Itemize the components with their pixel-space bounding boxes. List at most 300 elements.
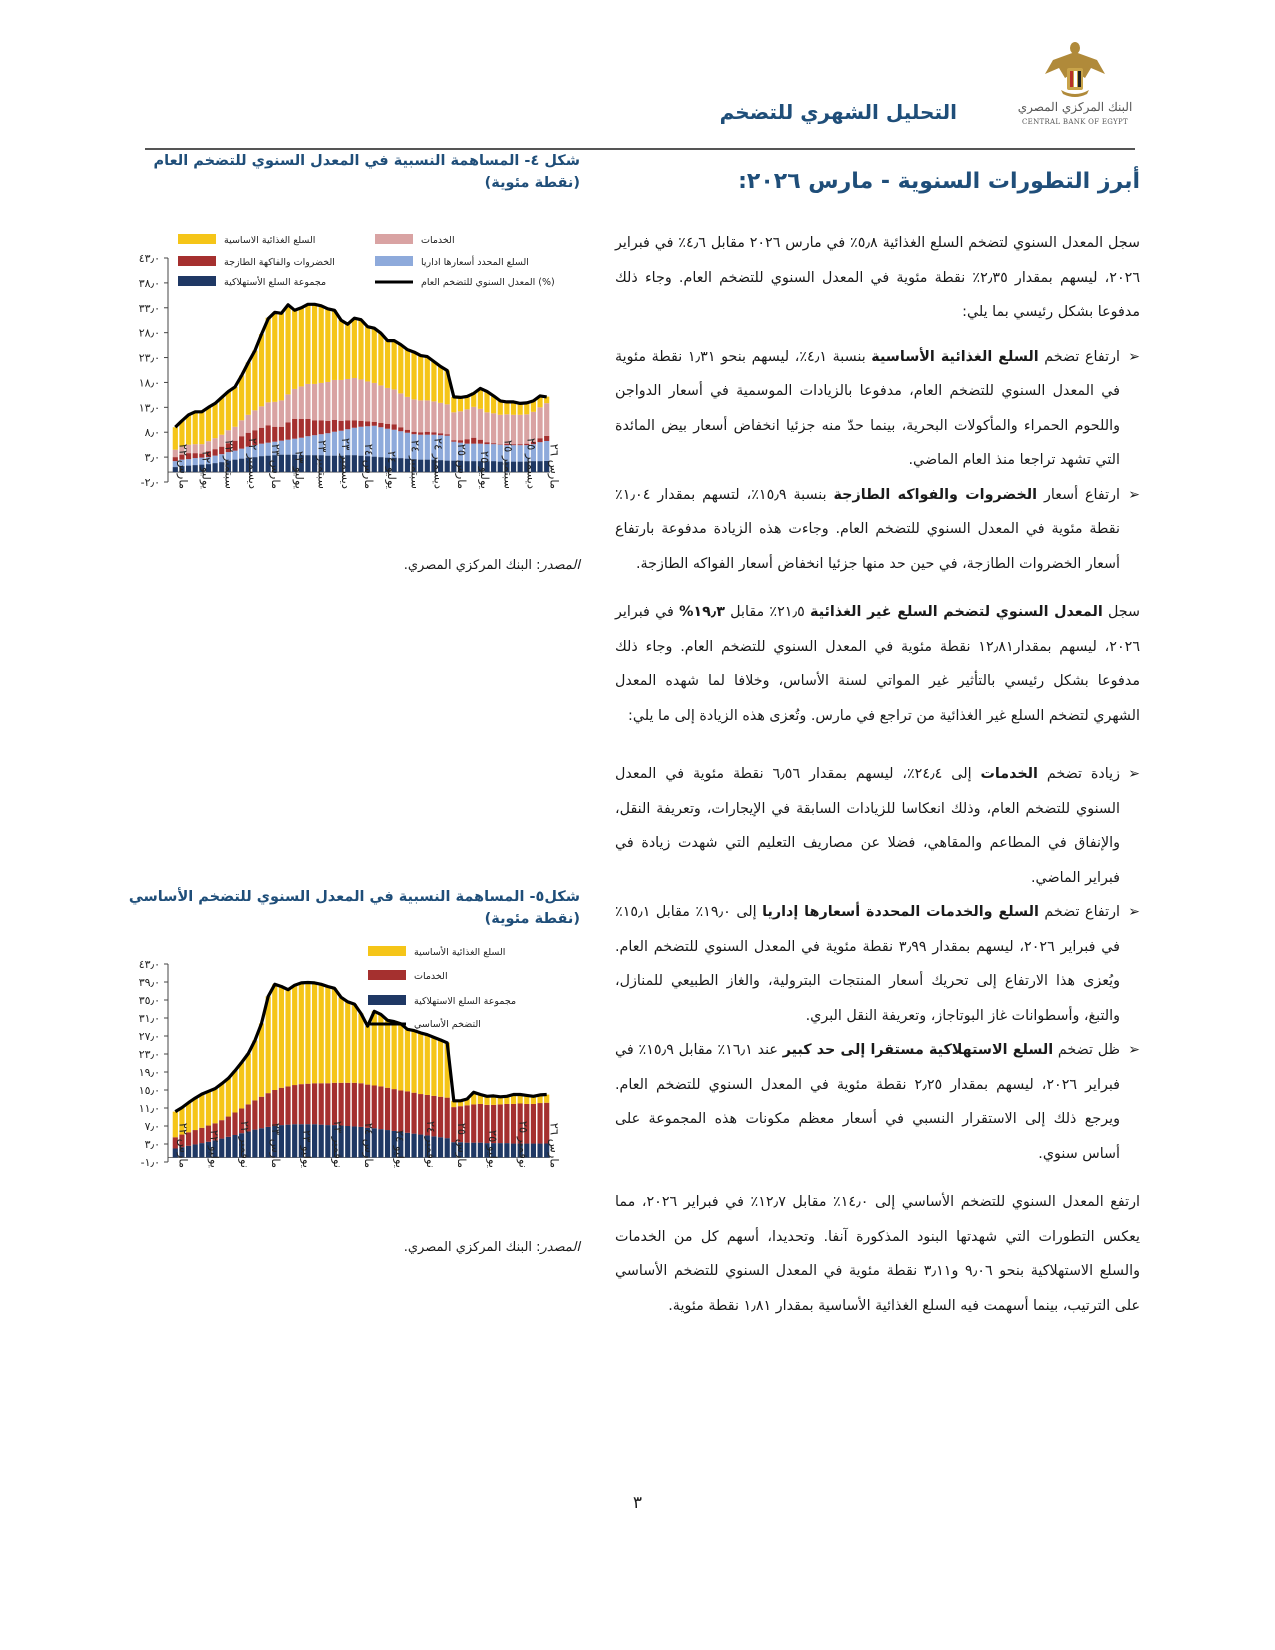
bar-segment <box>518 462 523 472</box>
bank-name-arabic: البنك المركزي المصري <box>1017 100 1133 114</box>
bar-segment <box>385 424 390 429</box>
bar-segment <box>206 441 211 451</box>
bar-segment <box>418 432 423 434</box>
arrow-bullet-icon: ➢ <box>1128 486 1140 503</box>
bar-segment <box>378 1086 383 1129</box>
x-tick-label: نوفمبر ٢٤ <box>423 1120 438 1168</box>
bar-segment <box>385 388 390 424</box>
bar-segment <box>365 327 370 382</box>
x-tick-label: نوفمبر ٢٣ <box>331 1120 346 1168</box>
bar-segment <box>272 312 277 402</box>
bar-segment <box>193 458 198 465</box>
bar-segment <box>425 435 430 460</box>
bar-segment <box>259 1097 264 1129</box>
bar-segment <box>312 304 317 384</box>
bar-segment <box>232 1071 237 1113</box>
bar-segment <box>272 427 277 442</box>
bar-segment <box>445 1138 450 1157</box>
bar-segment <box>378 385 383 422</box>
x-tick-label: يوليو ٢٤ <box>385 450 400 489</box>
y-tick-label: ٣٫٠ <box>144 1138 160 1151</box>
bar-segment <box>339 1083 344 1126</box>
bar-segment <box>372 383 377 422</box>
y-tick-label: -١٫٠ <box>140 1156 160 1169</box>
x-tick-label: يوليو ٢٢ <box>199 450 214 489</box>
bar-segment <box>378 457 383 472</box>
bar-segment <box>299 308 304 387</box>
bar-segment <box>285 990 290 1087</box>
bar-segment <box>365 1026 370 1085</box>
bar-segment <box>193 1130 198 1144</box>
y-tick-label: ٨٫٠ <box>144 426 160 440</box>
y-tick-label: -٢٫٠ <box>140 476 160 489</box>
bar-segment <box>504 1104 509 1143</box>
bar-segment <box>504 1143 509 1157</box>
bar-segment <box>484 412 489 442</box>
legend-swatch <box>178 234 216 244</box>
bar-segment <box>405 350 410 397</box>
bar-segment <box>398 1024 403 1091</box>
bar-segment <box>352 378 357 420</box>
figure-5-unit: (نقطة مئوية) <box>484 911 580 927</box>
bar-segment <box>279 427 284 441</box>
x-tick-label: يوليو ٢٥ <box>478 450 493 489</box>
bar-segment <box>285 307 290 394</box>
bar-segment <box>491 443 496 444</box>
bar-segment <box>199 1143 204 1157</box>
bar-segment <box>458 440 463 442</box>
x-tick-label: مارس ٢٥ <box>454 443 469 489</box>
bar-segment <box>471 438 476 444</box>
bar-segment <box>378 423 383 427</box>
bar-segment <box>279 1088 284 1125</box>
bar-segment <box>319 420 324 434</box>
bar-segment <box>411 432 416 434</box>
y-tick-label: ٤٣٫٠ <box>138 958 160 971</box>
bar-segment <box>239 436 244 448</box>
bar-segment <box>438 367 443 403</box>
bar-segment <box>372 328 377 383</box>
bar-segment <box>305 982 310 1083</box>
bar-segment <box>339 997 344 1083</box>
x-tick-label: مارس ٢٦ <box>547 443 562 489</box>
arrow-bullet-icon: ➢ <box>1128 766 1140 782</box>
bar-segment <box>445 434 450 435</box>
y-tick-label: ٣٨٫٠ <box>138 276 160 290</box>
bar-segment <box>345 1083 350 1126</box>
bar-segment <box>252 410 257 430</box>
bar-segment <box>193 1144 198 1157</box>
bar-segment <box>392 389 397 424</box>
y-tick-label: ١٣٫٠ <box>138 401 160 415</box>
bar-segment <box>345 420 350 429</box>
bar-segment <box>226 1137 231 1158</box>
bar-segment <box>411 399 416 431</box>
bar-segment <box>312 384 317 420</box>
bar-segment <box>232 1135 237 1158</box>
bar-segment <box>206 407 211 441</box>
bar-segment <box>478 1143 483 1158</box>
legend-label: السلع الغذائية الأساسية <box>414 947 506 958</box>
bar-segment <box>285 1086 290 1124</box>
x-tick-label: مارس ٢٥ <box>454 1122 469 1168</box>
bar-segment <box>266 402 271 425</box>
bar-segment <box>285 440 290 455</box>
bar-segment <box>226 1078 231 1116</box>
legend-swatch <box>368 995 406 1005</box>
bar-segment <box>339 320 344 380</box>
bar-segment <box>285 455 290 472</box>
legend-swatch <box>178 276 216 286</box>
x-tick-label: نوفمبر ٢٢ <box>238 1120 253 1168</box>
bar-segment <box>431 1037 436 1096</box>
bar-segment <box>405 397 410 430</box>
bar-segment <box>252 351 257 411</box>
bar-segment <box>471 444 476 461</box>
bar-segment <box>518 445 523 461</box>
x-tick-label: مارس ٢٢ <box>176 1122 191 1168</box>
bar-segment <box>385 1020 390 1088</box>
bar-segment <box>411 1134 416 1158</box>
bank-name-english: CENTRAL BANK OF EGYPT <box>1022 118 1128 126</box>
bar-segment <box>266 425 271 442</box>
bar-segment <box>398 393 403 427</box>
bar-segment <box>518 415 523 444</box>
legend-label: السلع الغذائية الاساسية <box>224 235 316 246</box>
bar-segment <box>259 406 264 427</box>
bar-segment <box>431 432 436 434</box>
bar-segment <box>365 381 370 421</box>
bar-segment <box>292 389 297 419</box>
page-number: ٣ <box>632 1493 643 1513</box>
x-tick-label: سبتمبر ٢٢ <box>222 439 237 489</box>
bar-segment <box>199 1094 204 1128</box>
legend-label: الخدمات <box>414 971 448 982</box>
y-tick-label: ٢٧٫٠ <box>138 1030 160 1043</box>
bar-segment <box>332 310 337 380</box>
bar-segment <box>451 412 456 440</box>
bar-segment <box>305 304 310 384</box>
bar-segment <box>193 412 198 444</box>
bar-segment <box>193 453 198 458</box>
bar-segment <box>199 1128 204 1143</box>
bar-segment <box>352 318 357 378</box>
bar-segment <box>325 987 330 1084</box>
bar-segment <box>292 985 297 1085</box>
bullet-regulated-items: ➢ ارتفاع تضخم السلع والخدمات المحددة أسعارها إداريا إلى ١٩٫٠٪ مقابل ١٥٫١٪ في فبراير ٢٠٢٦، ليسهم بمقدار ٣٫٩٩ نقطة مئوية في المعدل السنوي للتضخم العام. ويُعزى هذا الارتفاع إلى تحريك أسعار المنتجات البترولية، والغاز الطبيعي للمنازل، والتبغ، وأسطوانات غاز البوتاجاز، وتعريفة النقل البري. <box>615 895 1140 1033</box>
bar-segment <box>332 1083 337 1125</box>
bullet-services: ➢ زيادة تضخم الخدمات إلى ٢٤٫٤٪، ليسهم بمقدار ٦٫٥٦ نقطة مئوية في المعدل السنوي للتضخم العام، وذلك انعكاسا للزيادات السابقة في الإيجارات، وتعريفة النقل، والإنفاق في المطاعم والمقاهي، فضلا عن مصاريف التعليم التي شهدت زيادة في فبراير الماضي. <box>615 757 1140 895</box>
bar-segment <box>398 345 403 394</box>
bar-segment <box>378 427 383 457</box>
bar-segment <box>458 411 463 440</box>
bar-segment <box>392 1089 397 1131</box>
bar-segment <box>279 987 284 1088</box>
legend-label: الخضروات والفاكهة الطازجة <box>224 257 335 268</box>
bar-segment <box>405 430 410 433</box>
x-tick-label: يوليو ٢٥ <box>485 1129 500 1168</box>
bar-segment <box>206 1091 211 1125</box>
bar-segment <box>471 461 476 472</box>
bar-segment <box>544 403 549 436</box>
figure-5-source: المصدر: البنك المركزي المصري. <box>403 1240 580 1255</box>
bar-segment <box>345 379 350 420</box>
x-tick-label: يوليو ٢٢ <box>207 1129 222 1168</box>
bar-segment <box>425 432 430 435</box>
bar-segment <box>246 363 251 415</box>
bar-segment <box>339 380 344 421</box>
y-tick-label: ١٥٫٠ <box>138 1084 160 1097</box>
bar-segment <box>246 415 251 433</box>
bar-segment <box>411 1093 416 1134</box>
bar-segment <box>285 422 290 439</box>
bar-segment <box>372 422 377 426</box>
bar-segment <box>199 412 204 444</box>
legend-swatch <box>368 946 406 956</box>
bar-segment <box>259 1128 264 1157</box>
y-tick-label: ٢٣٫٠ <box>138 351 160 365</box>
figure-4-title: شكل ٤- المساهمة النسبية في المعدل السنوي للتضخم العام (نقطة مئوية) <box>154 150 581 194</box>
bar-segment <box>305 419 310 436</box>
y-tick-label: ١١٫٠ <box>138 1102 160 1115</box>
bar-segment <box>332 420 337 432</box>
bar-segment <box>385 1088 390 1130</box>
bar-segment <box>319 1083 324 1124</box>
bar-segment <box>425 1035 430 1095</box>
paragraph-food-inflation: سجل المعدل السنوي لتضخم السلع الغذائية ٥٫٨٪ في مارس ٢٠٢٦ مقابل ٤٫٦٪ في فبراير ٢٠٢٦، ليسهم بمقدار ٢٫٣٥٪ نقطة مئوية في المعدل السنوي للتضخم العام. وجاء ذلك مدفوعا بشكل رئيسي بما يلي: <box>615 235 1140 320</box>
legend-label: مجموعة السلع الأستهلاكية <box>224 277 327 288</box>
bar-segment <box>319 383 324 420</box>
bar-segment <box>458 397 463 411</box>
bar-segment <box>518 444 523 445</box>
x-tick-label: ديسمبر ٢٥ <box>524 437 539 489</box>
x-tick-label: مارس ٢٤ <box>362 443 376 489</box>
x-tick-label: يوليو ٢٣ <box>292 450 307 489</box>
y-tick-label: ٣١٫٠ <box>138 1012 160 1025</box>
bar-segment <box>239 1063 244 1109</box>
bar-segment <box>213 438 218 449</box>
report-title: التحليل الشهري للتضخم <box>719 100 957 124</box>
figure-4-chart <box>120 224 580 564</box>
figure-4-source: المصدر: البنك المركزي المصري. <box>403 558 580 573</box>
bar-segment <box>372 1011 377 1085</box>
bar-segment <box>438 403 443 433</box>
legend-label: السلع المحدد أسعارها اداريا <box>421 257 529 268</box>
bar-segment <box>193 465 198 472</box>
legend-swatch <box>368 970 406 980</box>
bar-segment <box>252 1041 257 1101</box>
bar-segment <box>299 419 304 438</box>
bar-segment <box>411 352 416 399</box>
bar-segment <box>471 407 476 438</box>
bar-segment <box>537 1103 542 1144</box>
bar-segment <box>292 1124 297 1157</box>
bar-segment <box>465 396 470 409</box>
bar-segment <box>246 1054 251 1105</box>
bar-segment <box>378 1129 383 1157</box>
bar-segment <box>226 1117 231 1137</box>
bar-segment <box>358 421 363 427</box>
bar-segment <box>266 996 271 1093</box>
y-tick-label: ٢٨٫٠ <box>138 326 160 340</box>
arrow-bullet-icon: ➢ <box>1128 348 1140 365</box>
bar-segment <box>398 427 403 431</box>
bar-segment <box>332 432 337 456</box>
bar-segment <box>438 1040 443 1097</box>
bar-segment <box>385 341 390 388</box>
bar-segment <box>239 449 244 459</box>
x-tick-label: مارس ٢٣ <box>269 1122 284 1168</box>
legend-label: التضخم الأساسي <box>414 1019 481 1030</box>
bar-segment <box>259 334 264 406</box>
bar-segment <box>272 402 277 427</box>
bar-segment <box>325 1125 330 1157</box>
y-tick-label: ٤٣٫٠ <box>138 252 160 265</box>
y-tick-label: ٧٫٠ <box>144 1120 160 1133</box>
bar-segment <box>332 988 337 1083</box>
bar-segment <box>418 1094 423 1135</box>
x-tick-label: ديسمبر ٢٣ <box>338 437 353 489</box>
x-tick-label: مارس ٢٤ <box>362 1122 376 1168</box>
bar-segment <box>285 1125 290 1158</box>
bar-segment <box>478 409 483 440</box>
x-tick-label: سبتمبر ٢٥ <box>501 439 516 489</box>
bar-segment <box>193 444 198 453</box>
x-tick-label: يوليو ٢٣ <box>300 1129 315 1168</box>
bar-segment <box>299 386 304 418</box>
bar-segment <box>445 404 450 434</box>
bar-segment <box>425 400 430 431</box>
y-tick-label: ٢٣٫٠ <box>138 1048 160 1061</box>
bar-segment <box>511 1144 516 1158</box>
bar-segment <box>411 1031 416 1093</box>
bar-segment <box>478 1104 483 1143</box>
bar-segment <box>392 341 397 390</box>
x-tick-label: مارس ٢٣ <box>269 443 284 489</box>
bar-segment <box>418 400 423 432</box>
bar-segment <box>319 984 324 1083</box>
bar-segment <box>365 421 370 426</box>
x-tick-label: سبتمبر ٢٣ <box>315 439 330 489</box>
bar-segment <box>431 362 436 402</box>
bar-segment <box>431 401 436 432</box>
bar-segment <box>299 983 304 1084</box>
bar-segment <box>285 394 290 422</box>
eagle-emblem-icon <box>1015 38 1135 100</box>
bar-segment <box>325 421 330 433</box>
bar-segment <box>213 1089 218 1124</box>
bar-segment <box>465 409 470 439</box>
bar-segment <box>272 984 277 1090</box>
legend-label: الخدمات <box>421 235 455 246</box>
bar-segment <box>358 320 363 380</box>
bar-segment <box>537 1144 542 1158</box>
bar-segment <box>471 1104 476 1142</box>
bar-segment <box>312 420 317 435</box>
bar-segment <box>451 440 456 441</box>
bar-segment <box>518 403 523 414</box>
bar-segment <box>292 419 297 439</box>
section-title: أبرز التطورات السنوية - مارس ٢٠٢٦: <box>738 169 1140 194</box>
y-tick-label: ٣٣٫٠ <box>138 301 160 315</box>
y-tick-label: ٣٩٫٠ <box>138 976 160 989</box>
bar-segment <box>418 356 423 401</box>
bar-segment <box>332 456 337 472</box>
bar-segment <box>186 415 191 445</box>
x-tick-label: ديسمبر ٢٢ <box>245 437 260 489</box>
bar-segment <box>405 1029 410 1091</box>
bar-segment <box>279 313 284 400</box>
bar-segment <box>239 459 244 472</box>
bar-segment <box>378 333 383 385</box>
bar-segment <box>398 1090 403 1131</box>
bar-segment <box>352 1004 357 1083</box>
bar-segment <box>345 324 350 379</box>
bar-segment <box>385 1130 390 1157</box>
bar-segment <box>193 1098 198 1130</box>
bar-segment <box>445 1098 450 1139</box>
bar-segment <box>325 1083 330 1125</box>
bar-segment <box>319 1125 324 1158</box>
bank-logo <box>1015 38 1135 130</box>
figure-5-chart <box>120 940 580 1240</box>
legend-label: المعدل السنوي للتضخم العام (%) <box>421 277 555 288</box>
bar-segment <box>471 1143 476 1158</box>
bar-segment <box>425 460 430 472</box>
bar-segment <box>232 1113 237 1136</box>
arrow-bullet-icon: ➢ <box>1128 904 1140 920</box>
bar-segment <box>325 382 330 421</box>
bullet-retail-items: ➢ ظل تضخم السلع الاستهلاكية مستقرا إلى حد كبير عند ١٦٫١٪ مقابل ١٥٫٩٪ في فبراير ٢٠٢٦، ليسهم بمقدار ٢٫٢٥ نقطة مئوية في المعدل السنوي للتضخم العام. ويرجع ذلك إلى الاستقرار النسبي في أسعار معظم مكونات هذه المجموعة على أساس سنوي. <box>615 1033 1140 1171</box>
bar-segment <box>325 309 330 382</box>
bar-segment <box>392 424 397 429</box>
bar-segment <box>219 1084 224 1120</box>
x-tick-label: مارس ٢٢ <box>176 443 191 489</box>
bar-segment <box>305 1084 310 1125</box>
bar-segment <box>358 1083 363 1127</box>
bar-segment <box>319 306 324 383</box>
bar-segment <box>232 427 237 441</box>
legend-swatch <box>375 256 413 266</box>
bullet-fresh-produce: ➢ ارتفاع أسعار الخضروات والفواكه الطازجة بنسبة ١٥٫٩٪، لتسهم بمقدار ١٫٠٤٪ نقطة مئوية في المعدل السنوي للتضخم العام. وجاءت هذه الزيادة مدفوعة بارتفاع أسعار الخضروات الطازجة، في حين حد منها جزئيا انخفاض أسعار الفواكه الطازجة. <box>615 478 1140 582</box>
bar-segment <box>392 1022 397 1090</box>
bar-segment <box>312 983 317 1083</box>
bar-segment <box>305 384 310 419</box>
bar-segment <box>544 436 549 441</box>
bar-segment <box>438 433 443 435</box>
bullet-core-food: ➢ ارتفاع تضخم السلع الغذائية الأساسية بنسبة ٤٫١٪، ليسهم بنحو ١٫٣١ نقطة مئوية في المعدل السنوي للتضخم العام، مدفوعا بالزيادات الموسمية في أسعار الدواجن واللحوم الحمراء والمأكولات البحرية، بينما حدّ منه جزئيا انخفاض أسعار بيض المائدة التي تشهد تراجعا منذ العام الماضي. <box>615 340 1140 478</box>
main-text-column <box>615 165 1140 1333</box>
legend-swatch <box>178 256 216 266</box>
bar-segment <box>259 1023 264 1096</box>
bar-segment <box>451 397 456 412</box>
bar-segment <box>352 1126 357 1157</box>
bar-segment <box>418 1033 423 1094</box>
bar-segment <box>226 391 231 430</box>
bar-segment <box>352 420 357 427</box>
bar-segment <box>358 1014 363 1084</box>
bar-segment <box>425 357 430 401</box>
bar-segment <box>339 421 344 431</box>
y-tick-label: ١٨٫٠ <box>138 376 160 390</box>
legend-swatch <box>375 234 413 244</box>
bar-segment <box>299 1084 304 1124</box>
bar-segment <box>266 318 271 403</box>
bar-segment <box>418 1135 423 1158</box>
bar-segment <box>292 310 297 389</box>
bar-segment <box>498 401 503 415</box>
bar-segment <box>484 442 489 444</box>
